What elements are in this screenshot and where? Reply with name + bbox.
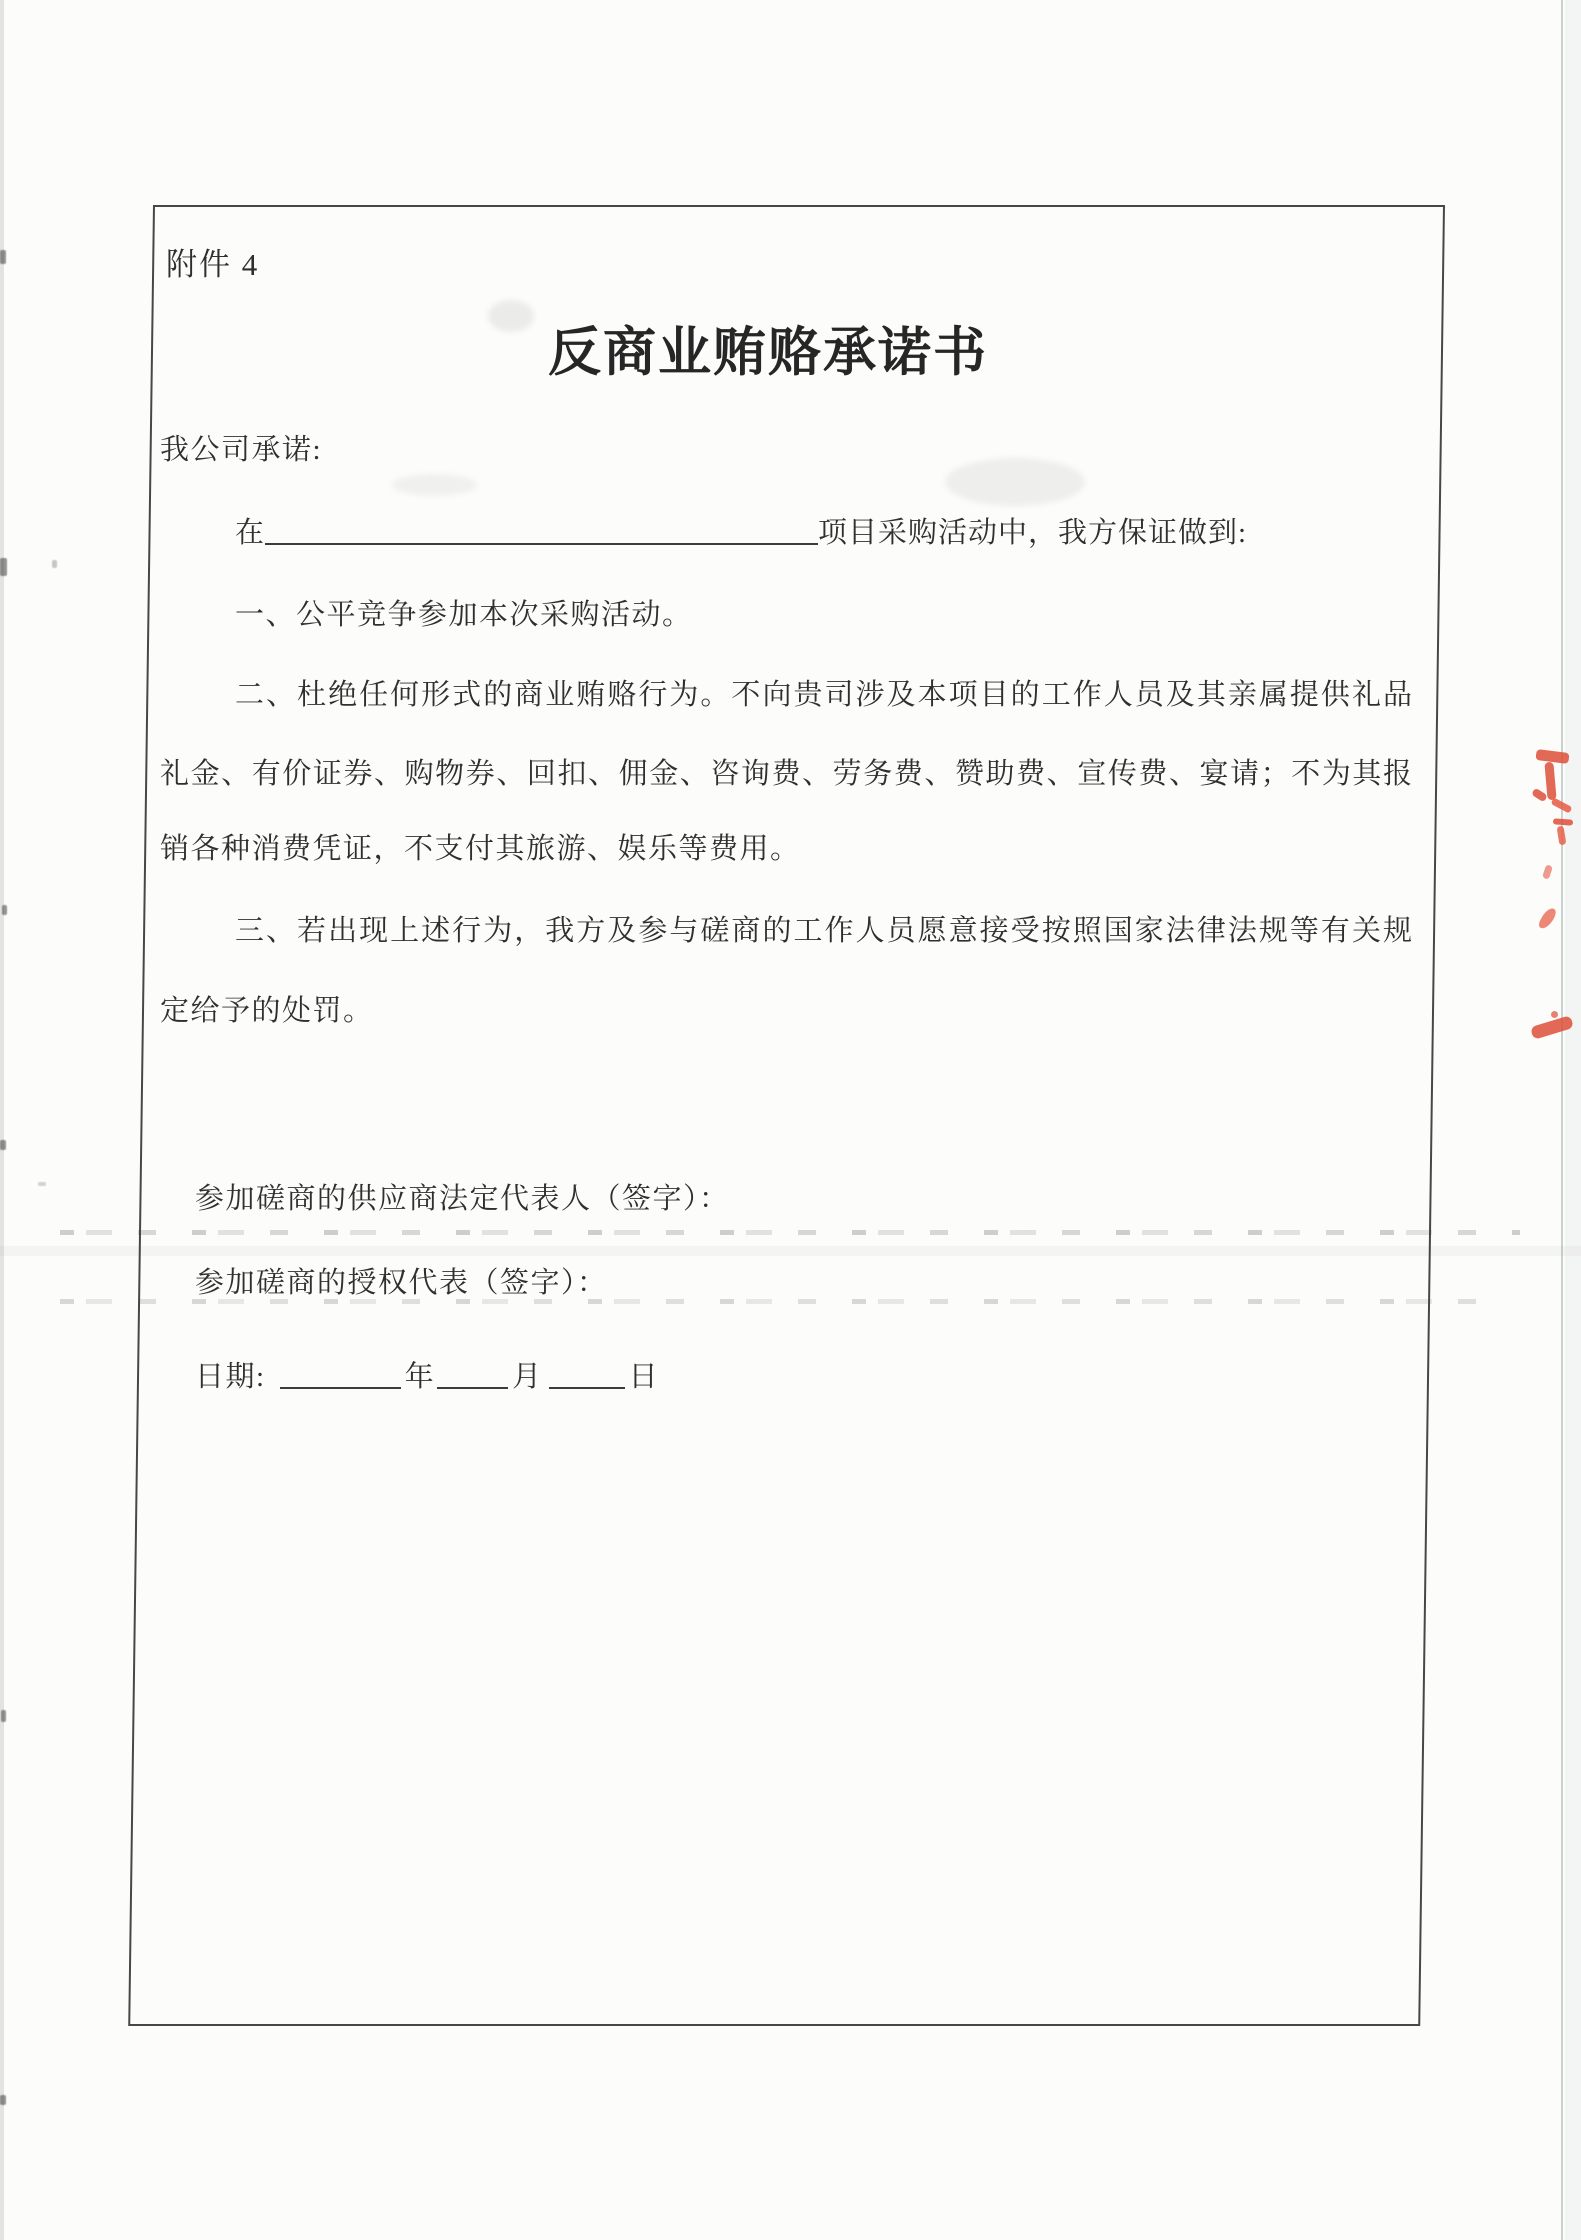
- red-ink-stroke: [1537, 906, 1558, 931]
- red-ink-stroke: [1542, 864, 1553, 879]
- date-day-blank: [549, 1361, 625, 1389]
- clause-intro-prefix: 在: [235, 517, 266, 549]
- scan-left-edge: [0, 0, 4, 2240]
- date-year-blank: [280, 1361, 401, 1389]
- scan-speck: [38, 1182, 46, 1186]
- scan-speck: [0, 1140, 6, 1150]
- legal-representative-signature-line: 参加磋商的供应商法定代表人（签字）：: [195, 1183, 730, 1215]
- clause-2-line-1: 二、杜绝任何形式的商业贿赂行为。不向贵司涉及本项目的工作人员及其亲属提供礼品: [235, 679, 1412, 711]
- clause-1-text: 一、公平竞争参加本次采购活动。: [235, 599, 693, 631]
- red-ink-stroke: [1553, 818, 1573, 825]
- date-month-char: 月: [512, 1361, 543, 1393]
- clause-intro-suffix: 项目采购活动中，我方保证做到:: [818, 517, 1248, 549]
- scan-speck: [2, 905, 7, 915]
- clause-2-line-3: 销各种消费凭证，不支付其旅游、娱乐等费用。: [160, 833, 801, 865]
- authorized-representative-signature-line: 参加磋商的授权代表（签字）：: [195, 1267, 608, 1299]
- red-ink-stroke: [1531, 788, 1548, 803]
- date-line: [195, 1358, 659, 1394]
- attachment-label: 附件 4: [166, 247, 260, 282]
- project-name-blank: [265, 517, 818, 545]
- scan-speck: [0, 250, 6, 264]
- date-day-char: 日: [628, 1361, 660, 1393]
- document-title: 反商业贿赂承诺书: [548, 324, 988, 382]
- paper-right-edge-line: [1561, 0, 1563, 2240]
- clause-2-line-2: 礼金、有价证券、购物券、回扣、佣金、咨询费、劳务费、赞助费、宣传费、宴请；不为其报: [160, 758, 1412, 790]
- date-label: 日期:: [195, 1361, 266, 1393]
- scan-speck: [1, 1710, 6, 1722]
- clause-3-line-2: 定给予的处罚。: [160, 995, 374, 1027]
- document-border-box: [128, 205, 1445, 2026]
- clause-intro-line: [160, 514, 1247, 550]
- paper-right-edge-shade: [1565, 0, 1581, 2240]
- scan-speck: [0, 2095, 6, 2105]
- date-month-blank: [437, 1361, 508, 1389]
- red-ink-stroke: [1551, 1011, 1558, 1018]
- scan-speck: [0, 558, 7, 576]
- promise-opening-line: 我公司承诺:: [160, 434, 323, 466]
- clause-1-line: [160, 598, 693, 632]
- clause-3-line-1: 三、若出现上述行为，我方及参与磋商的工作人员愿意接受按照国家法律法规等有关规: [235, 915, 1412, 947]
- scan-speck: [52, 560, 57, 568]
- date-year-char: 年: [404, 1361, 436, 1393]
